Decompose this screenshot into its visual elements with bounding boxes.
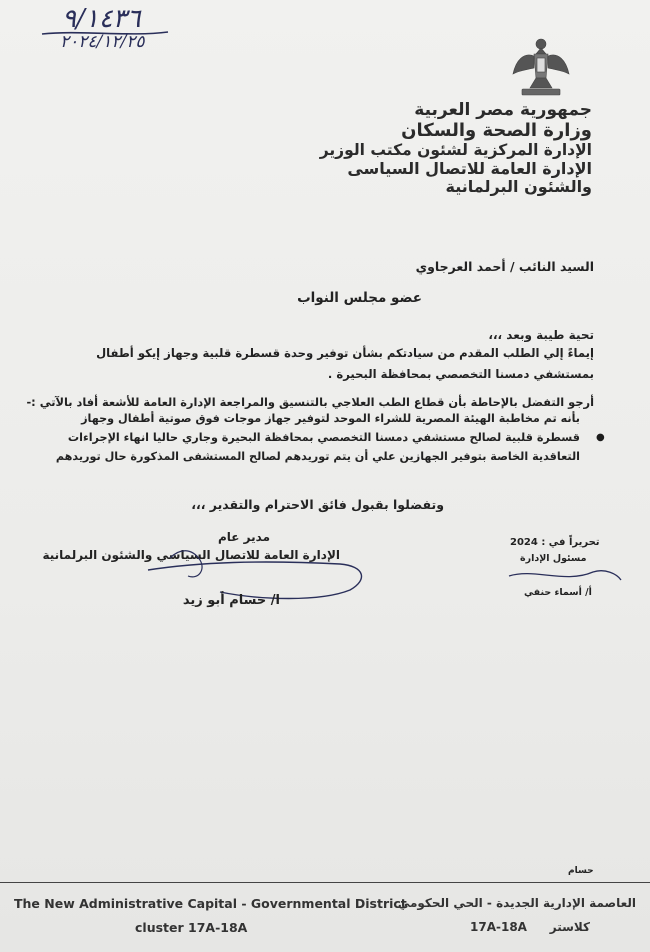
paragraph-response-intro: أرجو التفضل بالإحاطة بأن قطاع الطب العلاجي بالتنسيق والمراجعة الإدارة العامة للأشعة أفاد بالآتي :- [26,395,594,409]
responsible-name: أ/ أسماء حنفي [524,587,592,598]
footer-address-ar: العاصمة الإدارية الجديدة - الحي الحكومي [397,896,636,910]
signature-department: الإدارة العامة للاتصال السياسي والشئون البرلمانية [42,548,340,562]
handwritten-number: ٩/١٤٣٦ [62,4,141,34]
eagle-emblem-icon [510,34,572,98]
recipient-title: عضو مجلس النواب [297,290,422,306]
footer-cluster-label: كلاستر [549,920,590,934]
footer-cluster-value: 17A-18A [470,920,527,934]
closing-line: وتفضلوا بقبول فائق الاحترام والتقدير ،،، [191,497,444,512]
signature-name: ا/ حسام أبو زيد [182,593,280,608]
paragraph-request-line1: إيماءً إلي الطلب المقدم من سيادتكم بشأن توفير وحدة قسطرة قلبية وجهاز إيكو أطفال [96,346,594,360]
paragraph-request-line2: بمستشفي دمسنا التخصصي بمحافظة البحيرة . [327,367,594,381]
typist-name: حسام [568,866,594,876]
bullet-line2: قسطرة قلبية لصالح مستشفي دمسنا التخصصي بمحافظة البحيرة وجاري حاليا انهاء الإجراءات [67,431,580,444]
bullet-dot-icon: ● [596,432,605,443]
bullet-line1: بأنه تم مخاطبة الهيئة المصرية للشراء الموحد لتوفير جهاز موجات فوق صوتية أطفال وجهاز [81,412,580,425]
ministry-line-ministry: وزارة الصحة والسكان [401,120,592,142]
ministry-header [320,100,592,197]
signature-title: مدير عام [217,530,270,544]
ministry-line-central-admin: الإدارة المركزية لشئون مكتب الوزير [319,141,592,160]
handwritten-date: ٢٠٢٤/١٢/٢٥ [60,32,145,52]
footer-cluster-en: cluster 17A-18A [135,920,248,935]
greeting: تحية طيبة وبعد ،،، [488,328,594,342]
initials-scribble [505,562,625,588]
footer-divider [0,882,650,883]
recipient-name: السيد النائب / أحمد العرجاوي [415,259,594,274]
responsible-label: مسئول الإدارة [520,553,587,564]
ministry-line-parliament: والشئون البرلمانية [445,177,592,197]
footer-address-en: The New Administrative Capital - Governmental District [14,896,407,911]
written-in-date: تحريراً في : 2024 [510,537,600,548]
ministry-line-country: جمهورية مصر العربية [414,100,592,120]
ministry-line-general-admin: الإدارة العامة للاتصال السياسى [347,158,592,178]
bullet-line3: التعاقدية الخاصة بتوفير الجهازين علي أن يتم توريدهم لصالح المستشفى المذكورة حال توريدهم [55,450,580,463]
